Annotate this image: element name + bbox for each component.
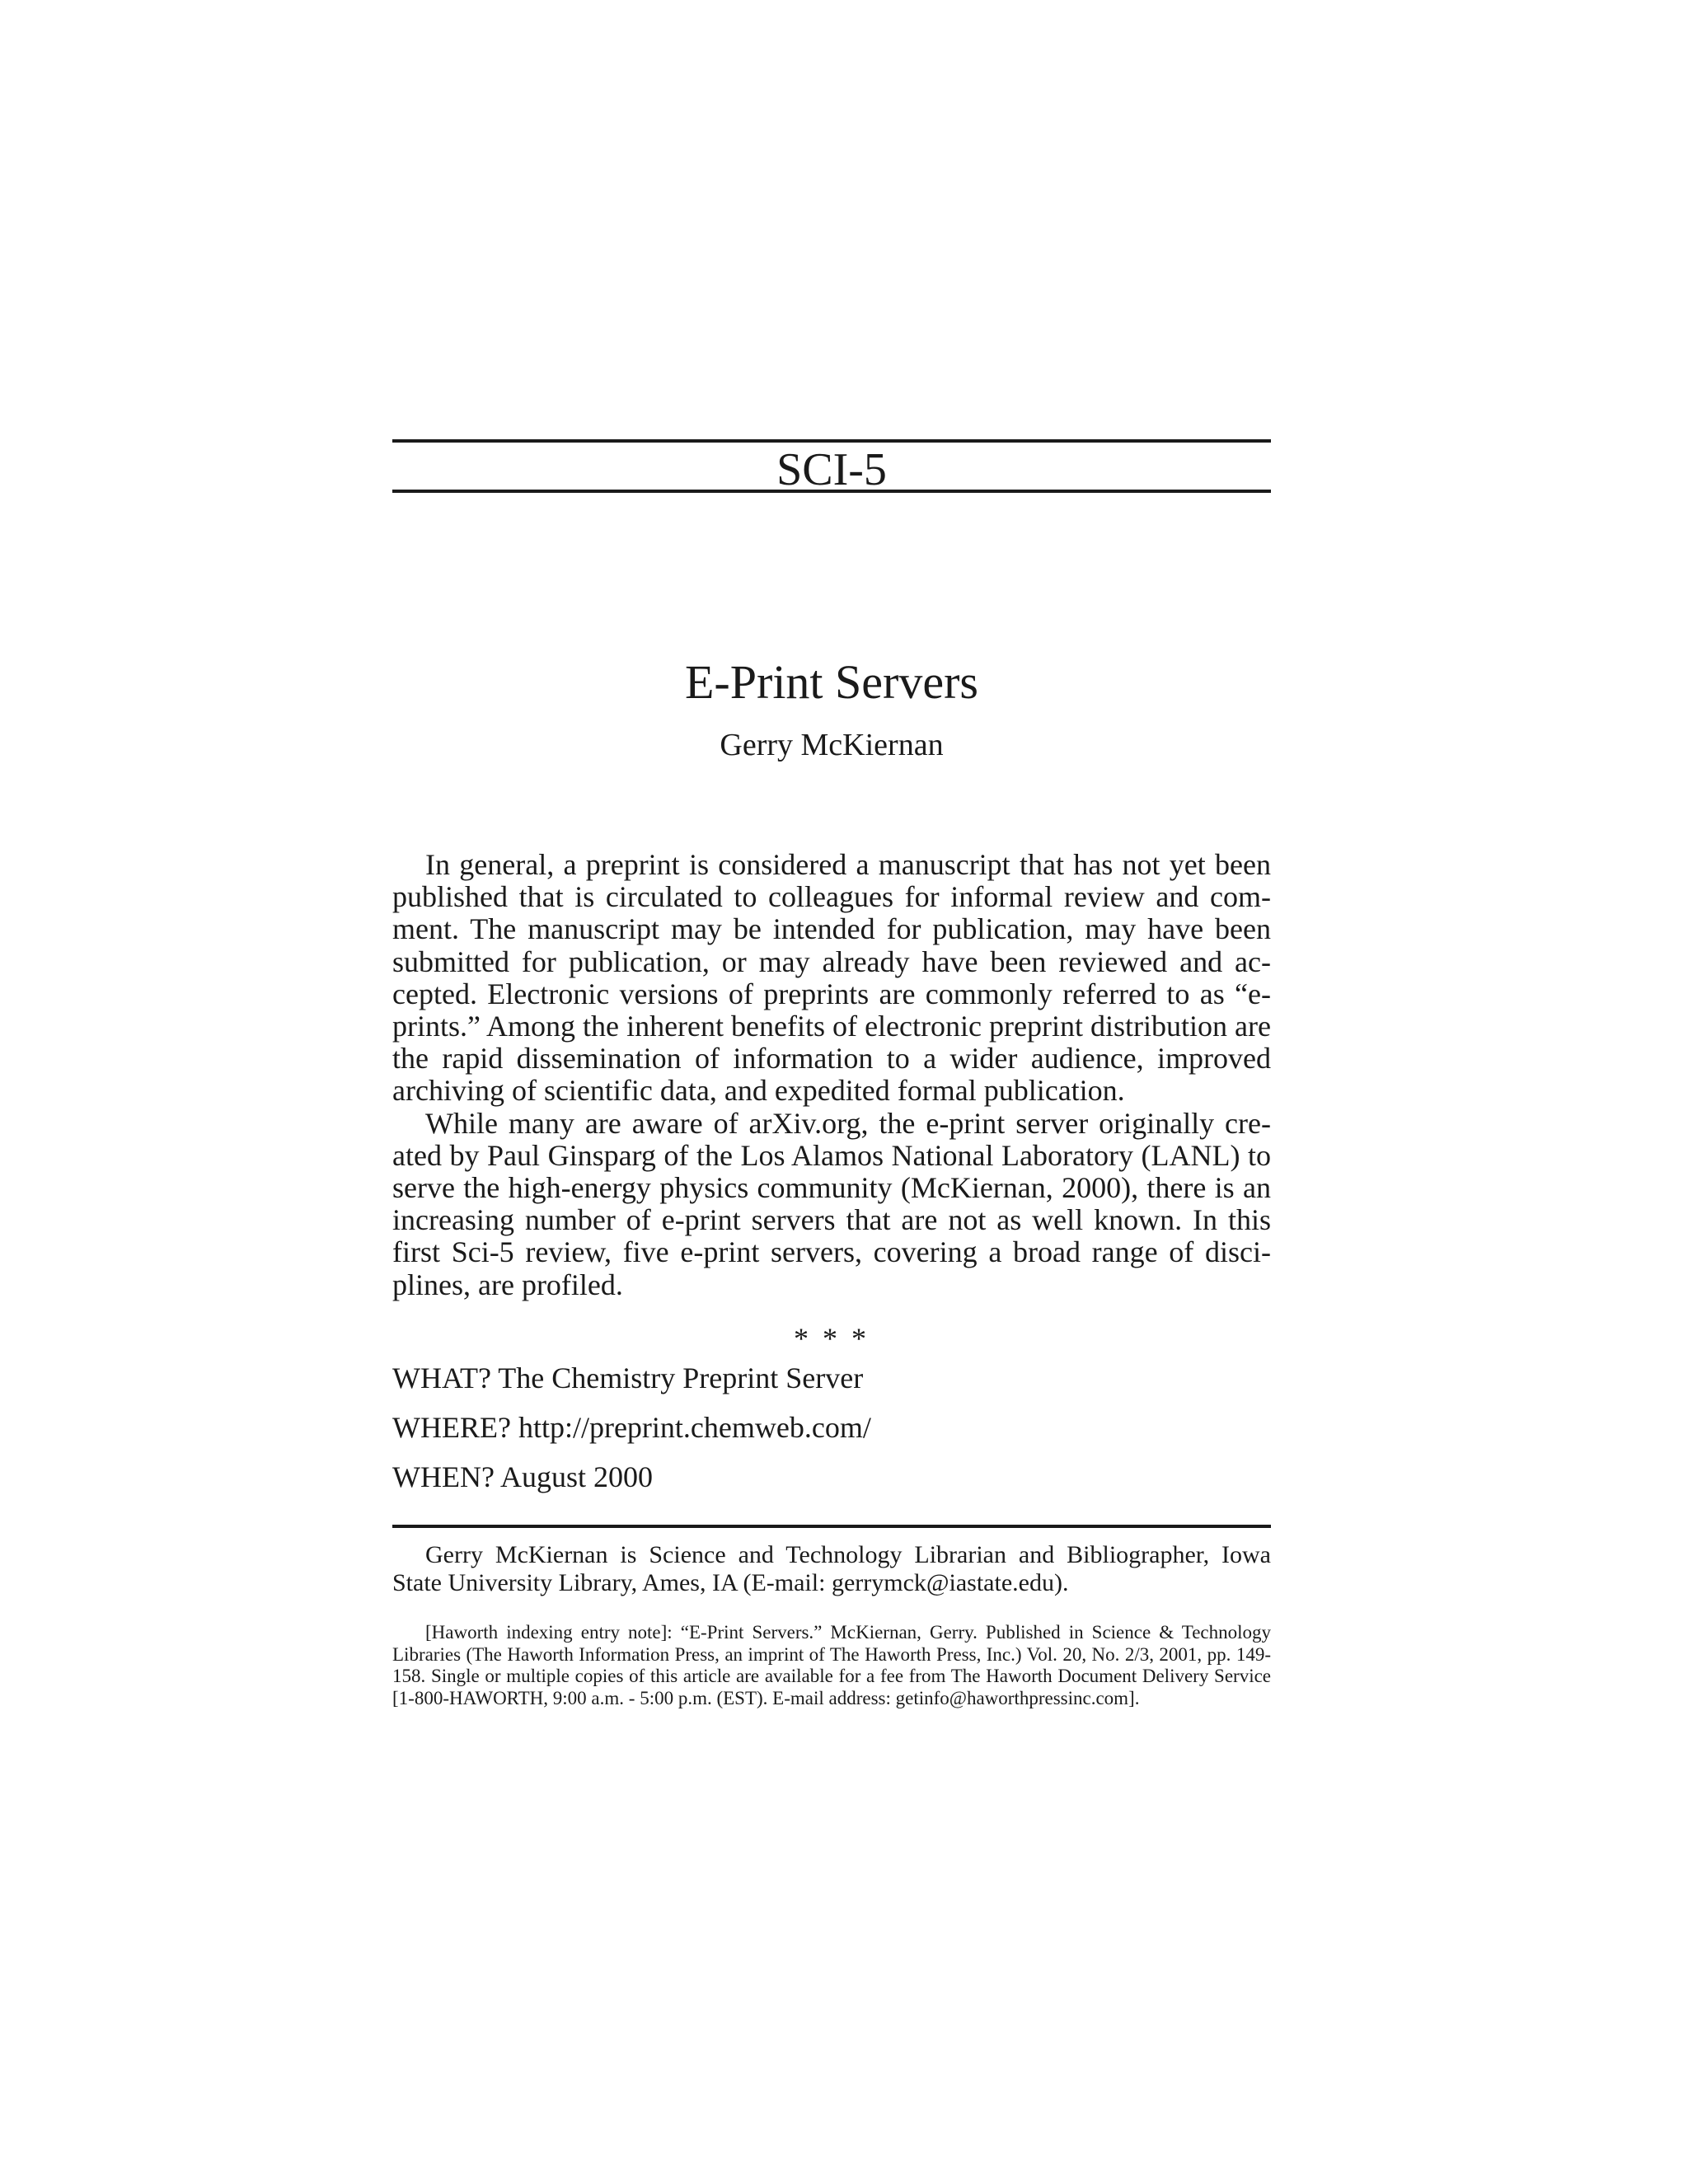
section-label: SCI-5: [776, 444, 887, 495]
author-note: Gerry McKiernan is Science and Technology Librarian and Bibliographer, Iowa State University Library, Ames, IA (E-mail: gerrymck@iastate.edu).: [392, 1541, 1271, 1596]
indexing-note: [Haworth indexing entry note]: “E-Print Servers.” McKiernan, Gerry. Published in Science & Technology Libraries (The Haworth Information Press, an imprint of The Haworth Press, Inc.) Vol. 20, No. 2/3, 2001, pp. 149-158. Single or multiple copies of this article are available for a fee from The Haworth Document Delivery Service [1-800-HAWORTH, 9:00 a.m. - 5:00 p.m. (EST). E-mail address: getinfo@haworthpressinc.com].: [392, 1622, 1271, 1708]
article-body: [392, 849, 1271, 1301]
entry-where: WHERE? http://preprint.chemweb.com/: [392, 1411, 871, 1444]
body-paragraph: In general, a preprint is considered a manuscript that has not yet been published that is circulated to colleagues for informal review and comment. The manuscript may be intended for publication, may have been submitted for publication, or may already have been reviewed and accepted. Electronic versions of preprints are commonly referred to as “e-prints.” Among the inherent benefits of electronic preprint distribution are the rapid dissemination of information to a wider audience, improved archiving of scientific data, and expedited formal publication.: [392, 848, 1271, 1108]
article-title: E-Print Servers: [685, 655, 978, 709]
header-rule-top: [392, 439, 1271, 443]
entry-when: WHEN? August 2000: [392, 1460, 653, 1493]
indexing-footnote: [392, 1622, 1271, 1709]
author-footnote: [392, 1541, 1271, 1597]
section-separator: * * *: [794, 1322, 870, 1355]
body-paragraph: While many are aware of arXiv.org, the e-print server originally created by Paul Ginsparg of the Los Alamos National Laboratory (LANL) to serve the high-energy physics community (McKiernan, 2000), there is an increasing number of e-print servers that are not as well known. In this first Sci-5 review, five e-print servers, covering a broad range of disciplines, are profiled.: [392, 1106, 1271, 1301]
header-rule-bottom: [392, 490, 1271, 493]
footnote-rule: [392, 1525, 1271, 1528]
entry-what: WHAT? The Chemistry Preprint Server: [392, 1361, 864, 1394]
article-author: Gerry McKiernan: [720, 728, 944, 762]
